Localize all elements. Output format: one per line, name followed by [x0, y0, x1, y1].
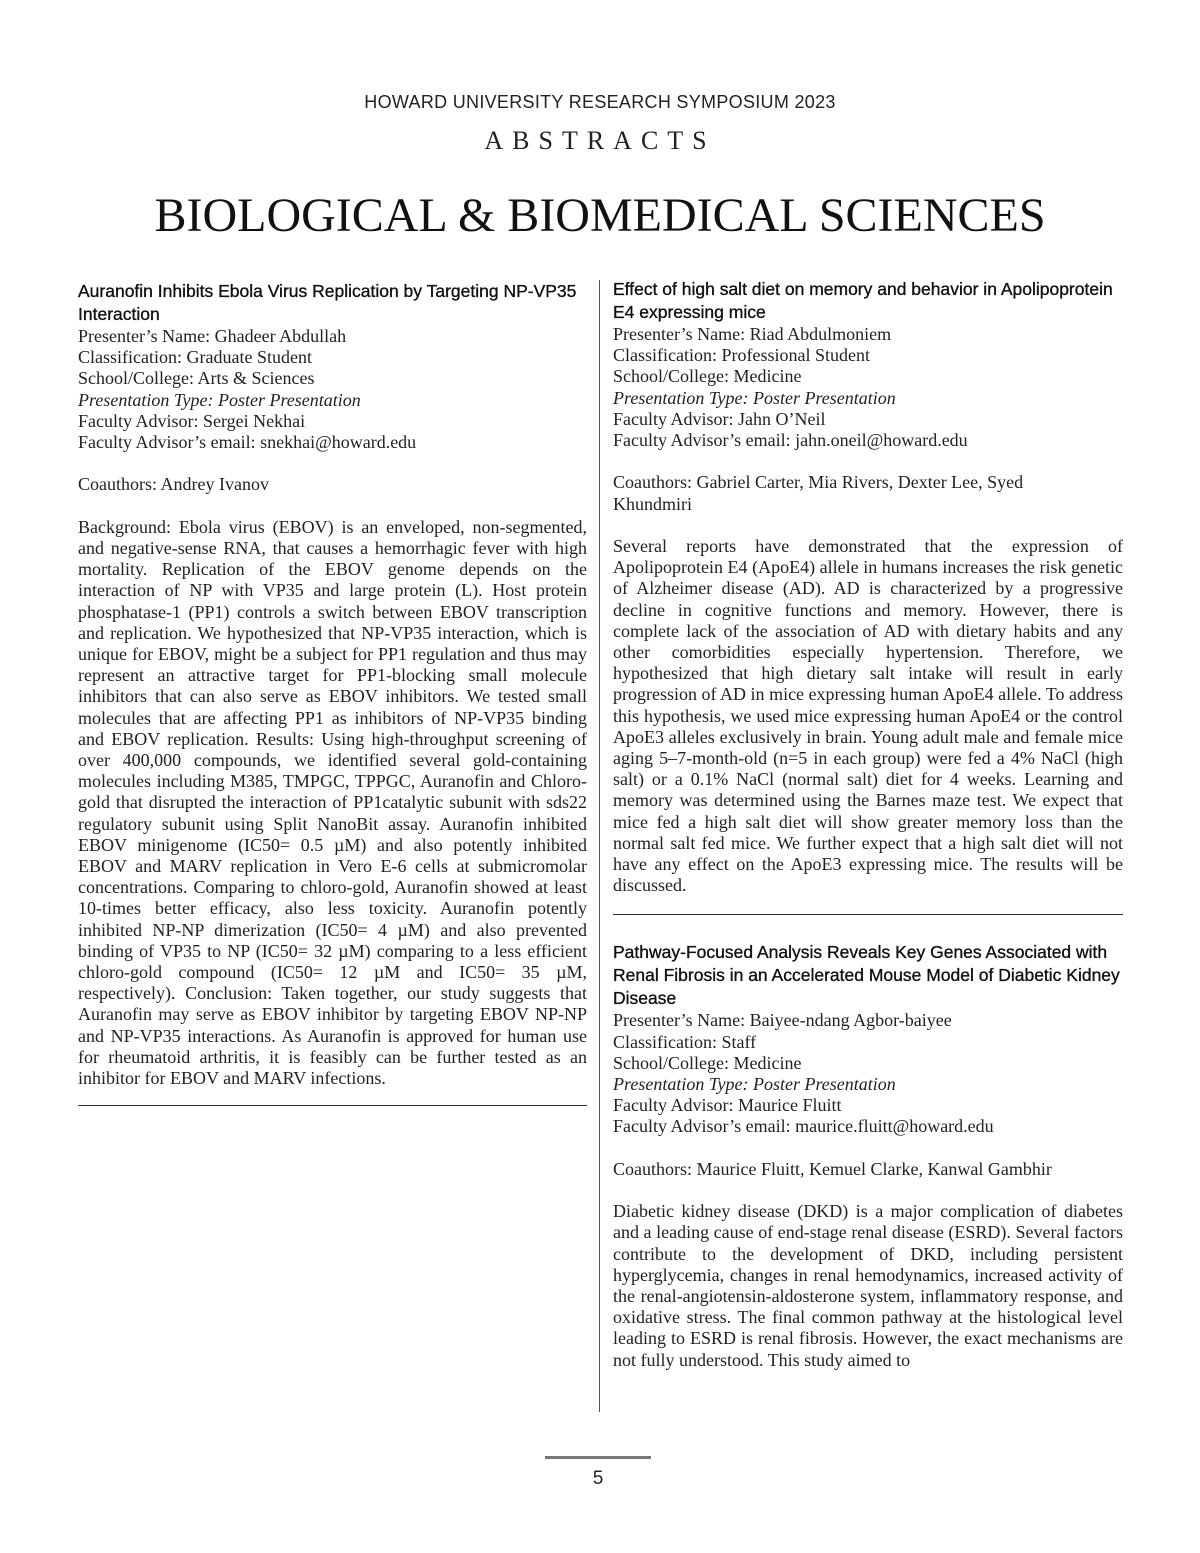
abstracts-heading: ABSTRACTS — [484, 126, 716, 155]
presenter-name: Presenter’s Name: Riad Abdulmoniem — [613, 324, 892, 344]
section-title: BIOLOGICAL & BIOMEDICAL SCIENCES — [154, 189, 1046, 242]
school-college: School/College: Arts & Sciences — [78, 368, 315, 389]
section-divider — [78, 1105, 587, 1106]
faculty-advisor: Faculty Advisor: Sergei Nekhai — [78, 410, 306, 431]
abstract-high-salt — [613, 278, 1123, 915]
classification: Classification: Professional Student — [613, 345, 870, 366]
abstract-body: Several reports have demonstrated that the expression of Apolipoprotein E4 (ApoE4) allele in humans increases the risk genetic of Alzheimer disease (AD). AD is characterized by a progressive decline in cognitive functions and memory. However, there is complete lack of the association of AD with dietary habits and any other comorbidities especially hypertension. Therefore, we hypothesized that high dietary salt intake will result in early progression of AD in mice expressing human ApoE4 allele. To address this hypothesis, we used mice expressing human ApoE4 or the control ApoE3 alleles exclusively in brain. Young adult male and female mice aging 5–7-month-old (n=5 in each group) were fed a 4% NaCl (high salt) or a 0.1% NaCl (normal salt) diet for 4 weeks. Learning and memory was determined using the Barnes maze test. We expect that mice fed a high salt diet will show greater memory loss than the normal salt fed mice. We further expect that a high salt diet will not have any effect on the ApoE3 expressing mice. The results will be discussed. — [613, 536, 1123, 896]
left-column — [78, 280, 587, 1106]
abstract-ebola — [78, 280, 587, 1106]
faculty-advisor-email: Faculty Advisor’s email: jahn.oneil@howard.edu — [613, 430, 968, 451]
faculty-advisor-email: Faculty Advisor’s email: maurice.fluitt@howard.edu — [613, 1116, 994, 1137]
column-divider — [599, 280, 600, 1412]
presenter-name: Presenter’s Name: Baiyee-ndang Agbor-baiyee — [613, 1010, 952, 1031]
faculty-advisor-email: Faculty Advisor’s email: snekhai@howard.edu — [78, 432, 417, 453]
faculty-advisor: Faculty Advisor: Jahn O’Neil — [613, 408, 826, 429]
abstract-body: Background: Ebola virus (EBOV) is an enveloped, non-segmented, and negative-sense RNA, that causes a hemorrhagic fever with high mortality. Replication of the EBOV genome depends on the interaction of NP with VP35 and large protein (L). Host protein phosphatase-1 (PP1) controls a switch between EBOV transcription and replication. We hypothesized that NP-VP35 interaction, which is unique for EBOV, might be a subject for PP1 regulation and thus may represent an attractive target for PP1-blocking small molecule inhibitors that can also serve as EBOV inhibitors. We tested small molecules that are affecting PP1 as inhibitors of NP-VP35 binding and EBOV replication. Results: Using high-throughput screening of over 400,000 compounds, we identified several gold-containing molecules including M385, TMPGC, TPPGC, Auranofin and Chloro-gold that disrupted the interaction of PP1catalytic subunit with sds22 regulatory subunit using Split NanoBit assay. Auranofin inhibited EBOV minigenome (IC50= 0.5 µM) and also potently inhibited EBOV and MARV replication in Vero E-6 cells at submicromolar concentrations. Comparing to chloro-gold, Auranofin showed at least 10-times better efficacy, also less toxicity. Auranofin potently inhibited NP-NP dimerization (IC50= 4 µM) and also prevented binding of VP35 to NP (IC50= 32 µM) comparing to a less efficient chloro-gold compound (IC50= 12 µM and IC50= 35 µM, respectively). Conclusion: Taken together, our study suggests that Auranofin may serve as EBOV inhibitor by targeting EBOV NP-NP and NP-VP35 interactions. As Auranofin is approved for human use for rheumatoid arthritis, it is feasibly can be further tested as an inhibitor for EBOV and MARV infections. — [78, 516, 587, 1089]
faculty-advisor: Faculty Advisor: Maurice Fluitt — [613, 1095, 842, 1116]
abstract-title: Auranofin Inhibits Ebola Virus Replication by Targeting NP-VP35 Interaction — [78, 281, 577, 324]
classification: Classification: Staff — [613, 1031, 757, 1052]
symposium-heading: HOWARD UNIVERSITY RESEARCH SYMPOSIUM 2023 — [364, 92, 836, 112]
abstract-meta — [613, 324, 1123, 536]
abstract-meta — [78, 326, 587, 517]
right-column — [613, 278, 1123, 1371]
coauthors: Coauthors: Maurice Fluitt, Kemuel Clarke, Kanwal Gambhir — [613, 1158, 1052, 1179]
abstract-title: Effect of high salt diet on memory and behavior in Apolipoprotein E4 expressing mice — [613, 279, 1113, 322]
school-college: School/College: Medicine — [613, 366, 802, 387]
abstract-title: Pathway-Focused Analysis Reveals Key Genes Associated with Renal Fibrosis in an Accelerated Mouse Model of Diabetic Kidney Disease — [613, 942, 1120, 1009]
page-number-bar — [545, 1456, 651, 1459]
coauthors: Coauthors: Gabriel Carter, Mia Rivers, Dexter Lee, Syed Khundmiri — [613, 472, 1024, 514]
abstract-body: Diabetic kidney disease (DKD) is a major complication of diabetes and a leading cause of end-stage renal disease (ESRD). Several factors contribute to the development of DKD, including persistent hyperglycemia, changes in renal hemodynamics, increased activity of the renal-angiotensin-aldosterone system, inflammatory response, and oxidative stress. The final common pathway at the histological level leading to ESRD is renal fibrosis. However, the exact mechanisms are not fully understood. This study aimed to — [613, 1201, 1123, 1370]
school-college: School/College: Medicine — [613, 1052, 802, 1073]
abstract-meta — [613, 1010, 1123, 1201]
presentation-type: Presentation Type: Poster Presentation — [613, 387, 896, 408]
presentation-type: Presentation Type: Poster Presentation — [78, 389, 361, 410]
presenter-name: Presenter’s Name: Ghadeer Abdullah — [78, 326, 347, 346]
coauthors: Coauthors: Andrey Ivanov — [78, 474, 269, 495]
classification: Classification: Graduate Student — [78, 347, 312, 368]
section-divider — [613, 914, 1123, 915]
presentation-type: Presentation Type: Poster Presentation — [613, 1074, 896, 1095]
abstract-kidney — [613, 941, 1123, 1370]
page-number: 5 — [592, 1468, 604, 1489]
